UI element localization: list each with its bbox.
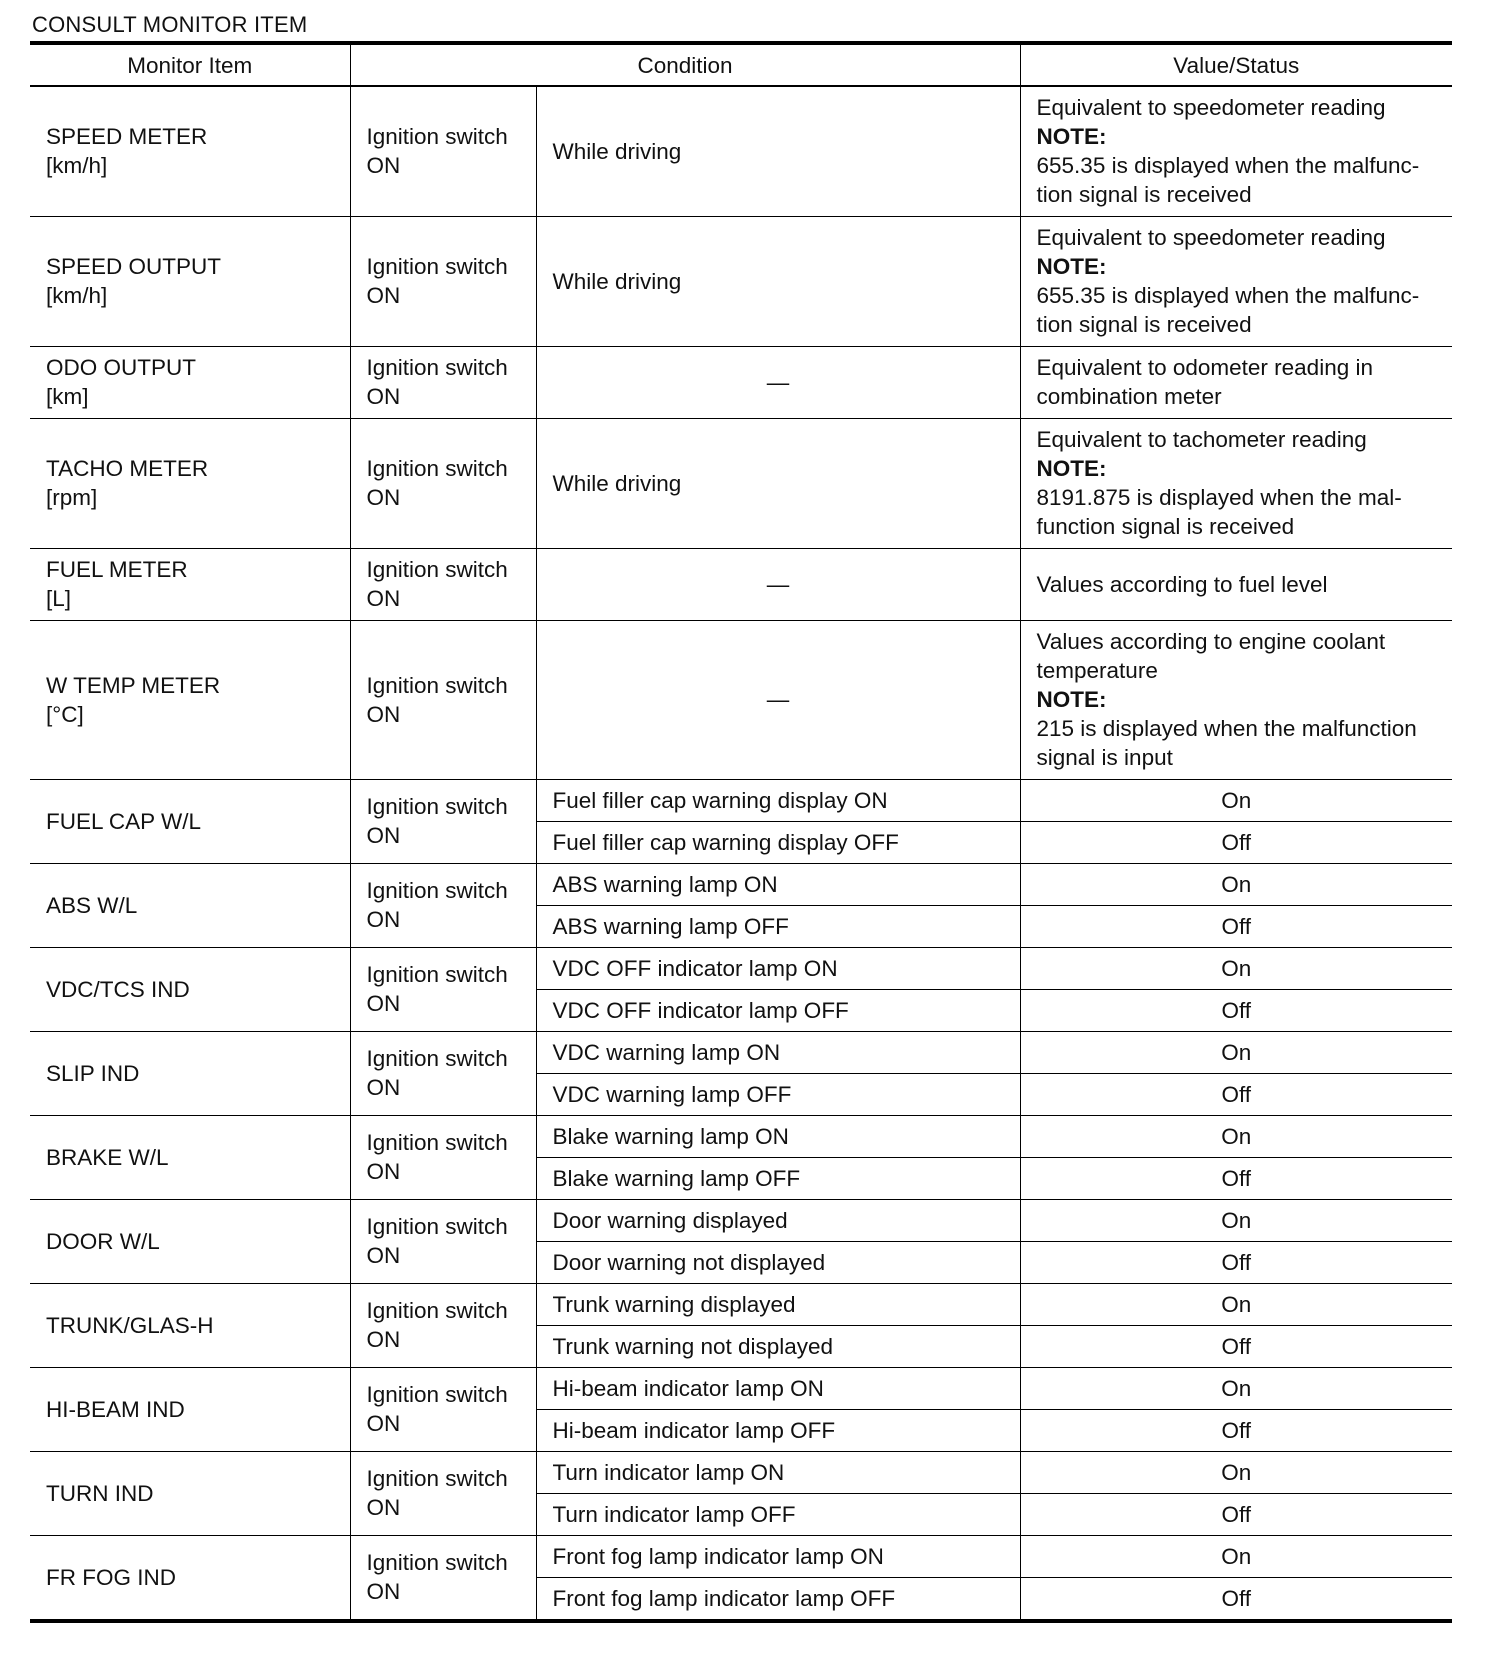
- condition-detail: While driving: [536, 418, 1020, 548]
- condition-detail: Trunk warning displayed: [536, 1283, 1020, 1325]
- monitor-item-name: HI-BEAM IND: [30, 1367, 350, 1451]
- condition-main: Ignition switch: [366, 794, 508, 819]
- condition-detail: —: [536, 548, 1020, 620]
- condition-detail: ABS warning lamp OFF: [536, 905, 1020, 947]
- monitor-item-name: TACHO METER: [46, 456, 209, 481]
- value-text: Equivalent to speedometer reading: [1036, 95, 1386, 121]
- condition-main-cell: [350, 779, 536, 863]
- note-label: NOTE:: [1036, 254, 1107, 279]
- monitor-item-cell: [30, 216, 350, 346]
- monitor-item-unit: [rpm]: [46, 485, 98, 510]
- condition-main-cell: [350, 1031, 536, 1115]
- monitor-item-name: ABS W/L: [30, 863, 350, 947]
- condition-detail: —: [536, 346, 1020, 418]
- condition-detail: Turn indicator lamp ON: [536, 1451, 1020, 1493]
- condition-detail: Front fog lamp indicator lamp OFF: [536, 1577, 1020, 1621]
- monitor-item-name: FR FOG IND: [30, 1535, 350, 1621]
- condition-detail: ABS warning lamp ON: [536, 863, 1020, 905]
- condition-main: Ignition switch: [366, 1466, 508, 1491]
- table-row: [30, 86, 1452, 216]
- status-value: On: [1020, 1031, 1452, 1073]
- monitor-item-name: SPEED OUTPUT: [46, 254, 222, 279]
- note-text: 655.35 is displayed when the malfunc-: [1036, 153, 1420, 179]
- condition-main: Ignition switch: [366, 1046, 508, 1071]
- monitor-item-name: VDC/TCS IND: [30, 947, 350, 1031]
- monitor-item-cell: [30, 418, 350, 548]
- monitor-item-unit: [km/h]: [46, 153, 108, 179]
- condition-main: Ignition switch: [366, 355, 508, 380]
- value-text: Values according to engine coolant: [1036, 629, 1386, 654]
- value-text: Equivalent to tachometer reading: [1036, 427, 1367, 452]
- note-text: function signal is received: [1036, 514, 1295, 539]
- condition-main-cell: [350, 1199, 536, 1283]
- table-row: [30, 1451, 1452, 1493]
- condition-detail: Blake warning lamp ON: [536, 1115, 1020, 1157]
- pair-rows: [30, 779, 1452, 1621]
- condition-detail: VDC OFF indicator lamp ON: [536, 947, 1020, 989]
- monitor-item-name: W TEMP METER: [46, 672, 221, 698]
- note-text: 8191.875 is displayed when the mal-: [1036, 485, 1402, 510]
- note-label: NOTE:: [1036, 124, 1107, 150]
- condition-main-state: ON: [366, 384, 401, 409]
- monitor-item-unit: [km/h]: [46, 283, 108, 308]
- condition-detail: Front fog lamp indicator lamp ON: [536, 1535, 1020, 1577]
- table-row: [30, 548, 1452, 620]
- value-status-cell: [1020, 86, 1452, 216]
- header-monitor-item: Monitor Item: [30, 43, 350, 86]
- condition-main-cell: [350, 346, 536, 418]
- status-value: On: [1020, 1115, 1452, 1157]
- condition-main: Ignition switch: [366, 456, 508, 481]
- condition-detail: Door warning not displayed: [536, 1241, 1020, 1283]
- note-label: NOTE:: [1036, 456, 1107, 481]
- monitor-item-name: DOOR W/L: [30, 1199, 350, 1283]
- condition-main: Ignition switch: [366, 1550, 508, 1575]
- monitor-item-cell: [30, 86, 350, 216]
- condition-main: Ignition switch: [366, 557, 508, 582]
- table-row: [30, 418, 1452, 548]
- note-text: 655.35 is displayed when the malfunc-: [1036, 283, 1420, 308]
- condition-main-state: ON: [366, 153, 401, 179]
- condition-main-cell: [350, 418, 536, 548]
- status-value: On: [1020, 947, 1452, 989]
- condition-main-cell: [350, 1115, 536, 1199]
- condition-main-state: ON: [366, 485, 401, 510]
- status-value: On: [1020, 863, 1452, 905]
- condition-main-state: ON: [366, 991, 401, 1016]
- monitor-item-cell: [30, 620, 350, 779]
- value-status-cell: [1020, 216, 1452, 346]
- monitor-item-name: ODO OUTPUT: [46, 355, 196, 380]
- header-condition: Condition: [350, 43, 1020, 86]
- header-row: [30, 43, 1452, 86]
- condition-detail: VDC warning lamp ON: [536, 1031, 1020, 1073]
- status-value: Off: [1020, 1577, 1452, 1621]
- condition-main-state: ON: [366, 283, 401, 308]
- condition-main-state: ON: [366, 1159, 401, 1184]
- monitor-item-unit: [°C]: [46, 701, 84, 727]
- condition-main-state: ON: [366, 823, 401, 848]
- condition-detail: Fuel filler cap warning display ON: [536, 779, 1020, 821]
- condition-main-cell: [350, 216, 536, 346]
- table-row: [30, 1367, 1452, 1409]
- value-text: combination meter: [1036, 384, 1222, 409]
- condition-main-state: ON: [366, 1243, 401, 1268]
- status-value: Off: [1020, 905, 1452, 947]
- monitor-item-cell: [30, 346, 350, 418]
- condition-main-cell: [350, 86, 536, 216]
- value-status-cell: [1020, 418, 1452, 548]
- condition-main: Ignition switch: [366, 1298, 508, 1323]
- status-value: Off: [1020, 1241, 1452, 1283]
- table-row: [30, 216, 1452, 346]
- status-value: Off: [1020, 1157, 1452, 1199]
- value-text: Equivalent to speedometer reading: [1036, 225, 1386, 250]
- condition-main-cell: [350, 947, 536, 1031]
- table-row: [30, 779, 1452, 821]
- status-value: Off: [1020, 821, 1452, 863]
- monitor-item-name: BRAKE W/L: [30, 1115, 350, 1199]
- note-text: tion signal is received: [1036, 182, 1252, 208]
- condition-main-state: ON: [366, 1495, 401, 1520]
- monitor-item-cell: [30, 548, 350, 620]
- condition-main-cell: [350, 863, 536, 947]
- note-label: NOTE:: [1036, 687, 1107, 712]
- condition-main-state: ON: [366, 1075, 401, 1100]
- status-value: On: [1020, 779, 1452, 821]
- condition-detail: Door warning displayed: [536, 1199, 1020, 1241]
- status-value: On: [1020, 1535, 1452, 1577]
- condition-main: Ignition switch: [366, 1382, 508, 1407]
- table-row: [30, 863, 1452, 905]
- condition-detail: Turn indicator lamp OFF: [536, 1493, 1020, 1535]
- condition-detail: While driving: [536, 216, 1020, 346]
- condition-detail: Blake warning lamp OFF: [536, 1157, 1020, 1199]
- condition-main-state: ON: [366, 701, 401, 727]
- status-value: Off: [1020, 1409, 1452, 1451]
- table-row: [30, 620, 1452, 779]
- value-status-cell: [1020, 548, 1452, 620]
- condition-main-cell: [350, 620, 536, 779]
- condition-detail: Trunk warning not displayed: [536, 1325, 1020, 1367]
- status-value: Off: [1020, 989, 1452, 1031]
- condition-detail: VDC OFF indicator lamp OFF: [536, 989, 1020, 1031]
- value-text: temperature: [1036, 658, 1158, 683]
- condition-main: Ignition switch: [366, 962, 508, 987]
- condition-detail: While driving: [536, 86, 1020, 216]
- header-value-status: Value/Status: [1020, 43, 1452, 86]
- condition-main-state: ON: [366, 1579, 401, 1604]
- condition-main-state: ON: [366, 1327, 401, 1352]
- condition-detail: Hi-beam indicator lamp OFF: [536, 1409, 1020, 1451]
- status-value: On: [1020, 1199, 1452, 1241]
- condition-detail: VDC warning lamp OFF: [536, 1073, 1020, 1115]
- condition-main: Ignition switch: [366, 878, 508, 903]
- monitor-item-name: SLIP IND: [30, 1031, 350, 1115]
- condition-main-cell: [350, 548, 536, 620]
- condition-main: Ignition switch: [366, 254, 508, 279]
- condition-main: Ignition switch: [366, 124, 508, 150]
- value-text: Values according to fuel level: [1036, 571, 1328, 597]
- condition-main-cell: [350, 1451, 536, 1535]
- table-row: [30, 1283, 1452, 1325]
- status-value: Off: [1020, 1073, 1452, 1115]
- table-row: [30, 1115, 1452, 1157]
- value-status-cell: [1020, 620, 1452, 779]
- condition-detail: —: [536, 620, 1020, 779]
- monitor-table: [30, 41, 1452, 1623]
- condition-main-cell: [350, 1367, 536, 1451]
- table-row: [30, 1031, 1452, 1073]
- condition-main: Ignition switch: [366, 1214, 508, 1239]
- value-text: Equivalent to odometer reading in: [1036, 355, 1373, 380]
- condition-main-state: ON: [366, 586, 401, 611]
- monitor-item-unit: [km]: [46, 384, 89, 409]
- note-text: signal is input: [1036, 745, 1173, 770]
- monitor-item-name: SPEED METER: [46, 124, 208, 150]
- monitor-item-unit: [L]: [46, 586, 72, 611]
- table-row: [30, 947, 1452, 989]
- condition-detail: Fuel filler cap warning display OFF: [536, 821, 1020, 863]
- status-value: On: [1020, 1451, 1452, 1493]
- section-title: CONSULT MONITOR ITEM: [32, 12, 308, 37]
- monitor-item-name: TURN IND: [30, 1451, 350, 1535]
- note-text: tion signal is received: [1036, 312, 1252, 337]
- monitor-item-name: FUEL METER: [46, 557, 188, 582]
- condition-main: Ignition switch: [366, 672, 508, 698]
- condition-main-cell: [350, 1535, 536, 1621]
- status-value: On: [1020, 1283, 1452, 1325]
- value-status-cell: [1020, 346, 1452, 418]
- table-row: [30, 346, 1452, 418]
- condition-detail: Hi-beam indicator lamp ON: [536, 1367, 1020, 1409]
- status-value: On: [1020, 1367, 1452, 1409]
- status-value: Off: [1020, 1493, 1452, 1535]
- condition-main-state: ON: [366, 1411, 401, 1436]
- monitor-item-name: TRUNK/GLAS-H: [30, 1283, 350, 1367]
- monitor-item-name: FUEL CAP W/L: [30, 779, 350, 863]
- condition-main-cell: [350, 1283, 536, 1367]
- note-text: 215 is displayed when the malfunction: [1036, 716, 1417, 741]
- table-row: [30, 1199, 1452, 1241]
- condition-main: Ignition switch: [366, 1130, 508, 1155]
- status-value: Off: [1020, 1325, 1452, 1367]
- condition-main-state: ON: [366, 907, 401, 932]
- table-row: [30, 1535, 1452, 1577]
